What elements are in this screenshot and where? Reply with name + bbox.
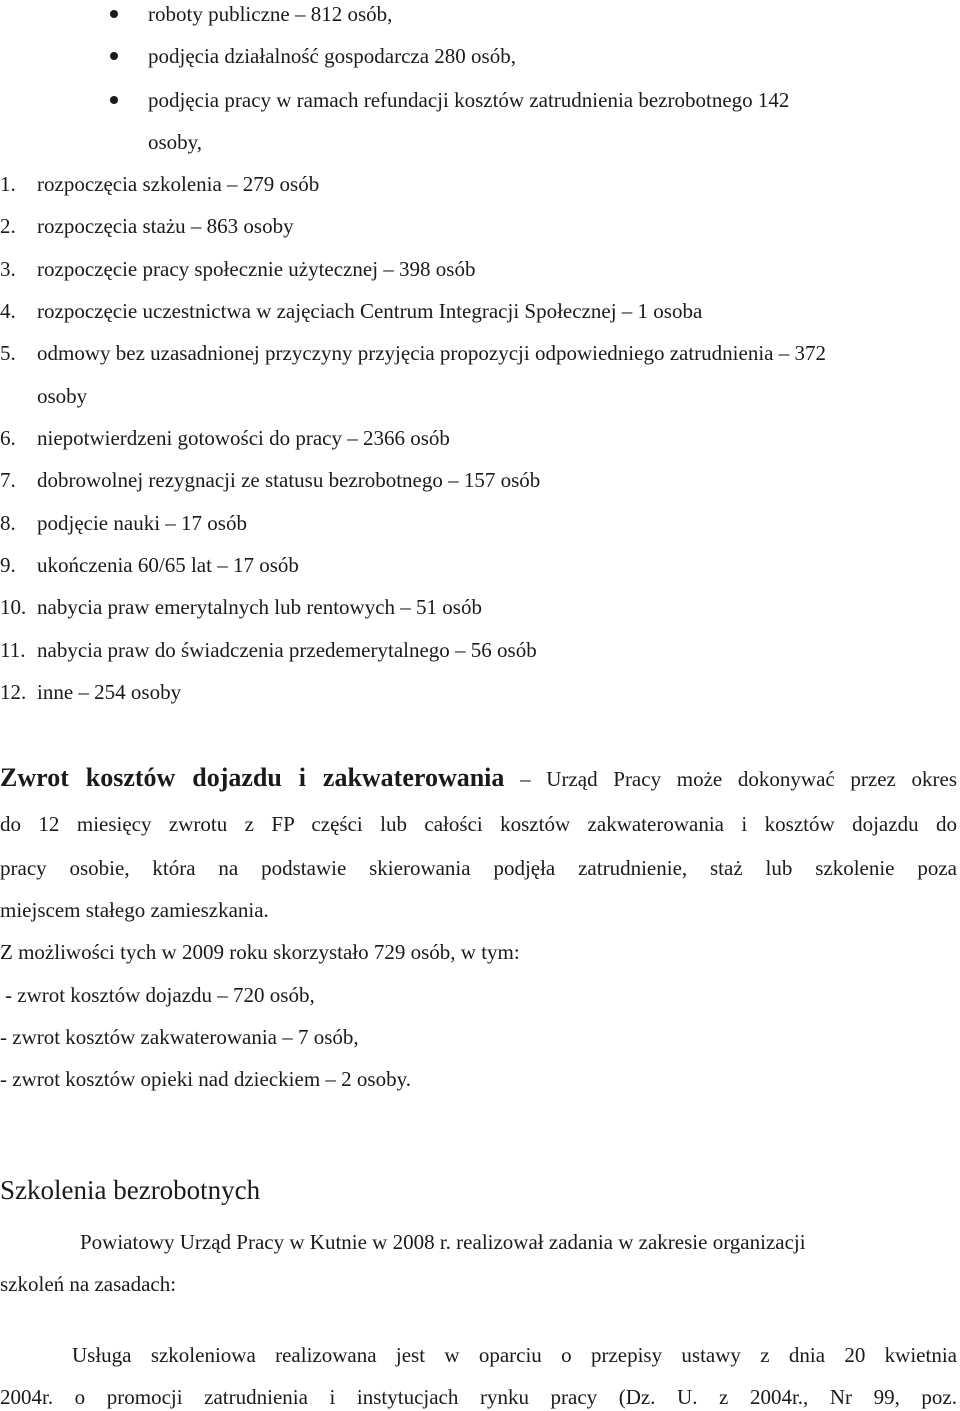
list-number: 12.: [0, 680, 27, 704]
bullet-text: podjęcia działalność gospodarcza 280 osób,: [148, 44, 516, 68]
list-item: [0, 298, 703, 324]
paragraph-line: szkoleń na zasadach:: [0, 1272, 177, 1296]
list-item: [0, 425, 450, 451]
list-item: [0, 256, 476, 282]
dash-item: - zwrot kosztów zakwaterowania – 7 osób,: [0, 1025, 359, 1049]
bullet-text: roboty publiczne – 812 osób,: [148, 2, 393, 26]
paragraph-line: Z możliwości tych w 2009 roku skorzystało 729 osób, w tym:: [0, 940, 520, 964]
list-item: [0, 510, 247, 536]
list-item: [0, 467, 541, 493]
list-number: 7.: [0, 468, 16, 492]
paragraph-line: miejscem stałego zamieszkania.: [0, 898, 269, 922]
paragraph-line: 2004r. o promocji zatrudnienia i instytucjach rynku pracy (Dz. U. z 2004r., Nr 99, poz.: [0, 1385, 957, 1409]
bullet-icon: [110, 52, 118, 60]
list-text: rozpoczęcia stażu – 863 osoby: [37, 214, 294, 238]
section-heading-zwrot: Zwrot kosztów dojazdu i zakwaterowania: [0, 763, 505, 792]
bullet-icon: [110, 96, 118, 104]
list-text: ukończenia 60/65 lat – 17 osób: [37, 553, 299, 577]
list-number: 8.: [0, 511, 16, 535]
list-item: [0, 171, 320, 197]
zwrot-intro-text: – Urząd Pracy może dokonywać przez okres: [520, 767, 958, 791]
list-text: odmowy bez uzasadnionej przyczyny przyjęcia propozycji odpowiedniego zatrudnienia – 372: [37, 341, 826, 365]
list-number: 11.: [0, 638, 26, 662]
list-item: [0, 637, 537, 663]
list-number: 10.: [0, 595, 27, 619]
zwrot-first-line: [0, 765, 957, 792]
paragraph-line: Usługa szkoleniowa realizowana jest w oparciu o przepisy ustawy z dnia 20 kwietnia: [72, 1343, 957, 1367]
list-item: [0, 552, 299, 578]
section-heading-szkolenia: Szkolenia bezrobotnych: [0, 1175, 261, 1205]
paragraph-line: Powiatowy Urząd Pracy w Kutnie w 2008 r. realizował zadania w zakresie organizacji: [80, 1230, 806, 1254]
list-item: [0, 594, 482, 620]
list-text: podjęcie nauki – 17 osób: [37, 511, 247, 535]
list-number: 6.: [0, 426, 16, 450]
bullet-icon: [110, 10, 118, 18]
list-number: 4.: [0, 299, 16, 323]
list-text: niepotwierdzeni gotowości do pracy – 2366 osób: [37, 426, 450, 450]
list-number: 3.: [0, 257, 16, 281]
list-text: rozpoczęcie pracy społecznie użytecznej – 398 osób: [37, 257, 476, 281]
list-number: 1.: [0, 172, 16, 196]
list-item: [0, 679, 182, 705]
list-text: inne – 254 osoby: [37, 680, 182, 704]
bullet-text: podjęcia pracy w ramach refundacji kosztów zatrudnienia bezrobotnego 142: [148, 88, 790, 112]
list-text: dobrowolnej rezygnacji ze statusu bezrobotnego – 157 osób: [37, 468, 541, 492]
bullet-text-continuation: osoby,: [148, 130, 203, 154]
list-text: nabycia praw do świadczenia przedemerytalnego – 56 osób: [37, 638, 537, 662]
list-text: nabycia praw emerytalnych lub rentowych – 51 osób: [37, 595, 482, 619]
paragraph-line: pracy osobie, która na podstawie skierowania podjęła zatrudnienie, staż lub szkolenie poza: [0, 856, 957, 880]
list-number: 2.: [0, 214, 16, 238]
list-item: [0, 340, 826, 366]
dash-item: - zwrot kosztów opieki nad dzieckiem – 2 osoby.: [0, 1067, 411, 1091]
paragraph-line: do 12 miesięcy zwrotu z FP części lub całości kosztów zakwaterowania i kosztów dojazdu do: [0, 812, 957, 836]
list-text: rozpoczęcie uczestnictwa w zajęciach Centrum Integracji Społecznej – 1 osoba: [37, 299, 703, 323]
list-number: 9.: [0, 553, 16, 577]
list-item: [0, 213, 294, 239]
list-number: 5.: [0, 341, 16, 365]
list-text: rozpoczęcia szkolenia – 279 osób: [37, 172, 320, 196]
list-text-continuation: osoby: [37, 384, 88, 408]
dash-item: - zwrot kosztów dojazdu – 720 osób,: [5, 983, 315, 1007]
